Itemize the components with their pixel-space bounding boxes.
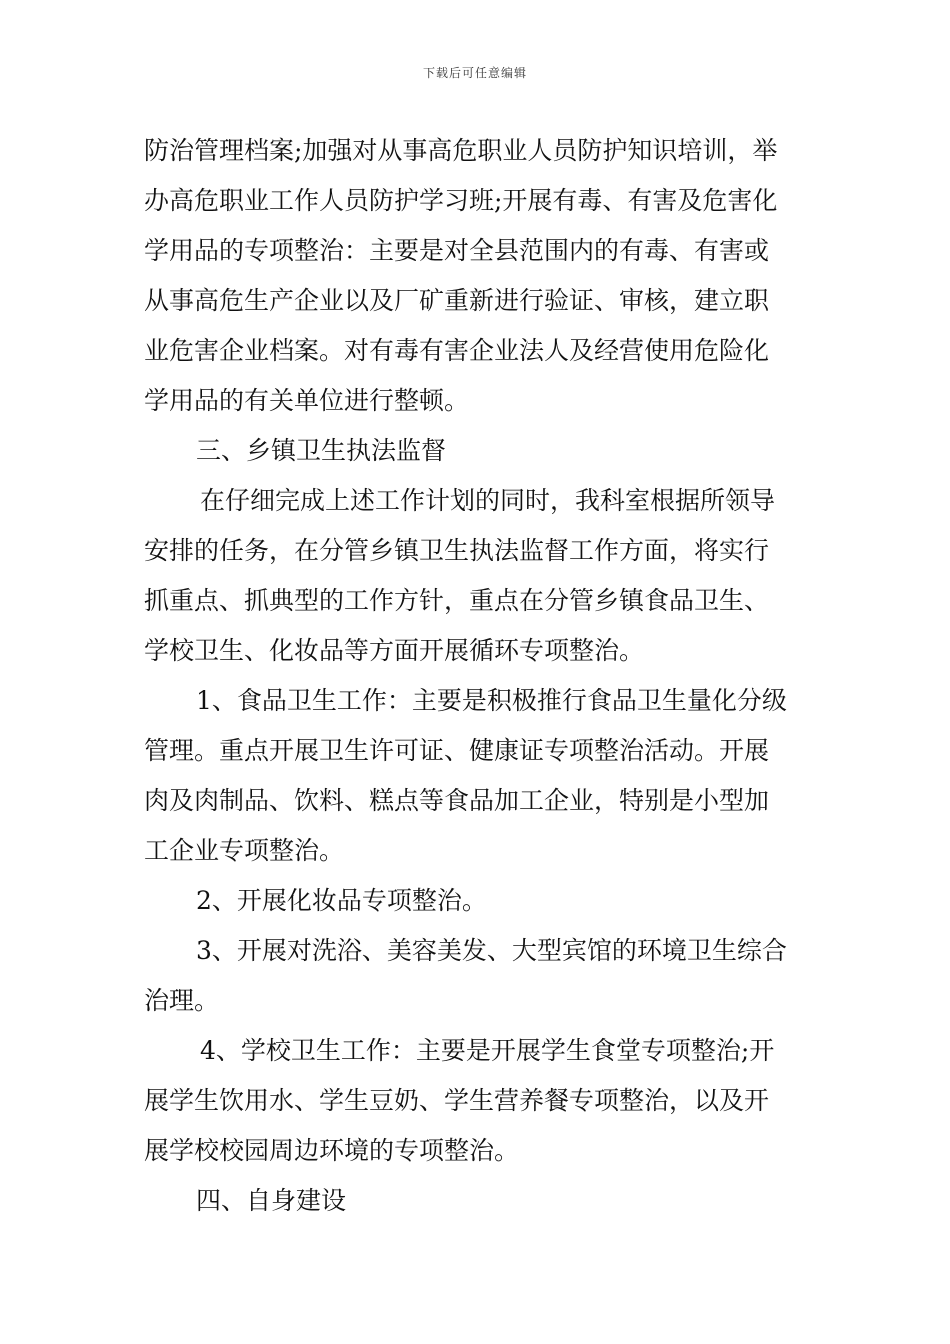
list-item: 2、开展化妆品专项整治。 [196, 886, 487, 915]
list-item: 4、学校卫生工作：主要是开展学生食堂专项整治;开 [200, 1036, 775, 1065]
text-line: 管理。重点开展卫生许可证、健康证专项整治活动。开展 [144, 736, 770, 765]
list-item: 1、食品卫生工作：主要是积极推行食品卫生量化分级 [196, 686, 787, 715]
text-line: 从事高危生产企业以及厂矿重新进行验证、审核，建立职 [144, 286, 770, 315]
text-line: 办高危职业工作人员防护学习班;开展有毒、有害及危害化 [144, 186, 778, 215]
text-line: 工企业专项整治。 [144, 836, 345, 865]
text-line: 学用品的有关单位进行整顿。 [144, 386, 470, 415]
text-line: 治理。 [144, 986, 220, 1015]
text-line: 安排的任务，在分管乡镇卫生执法监督工作方面，将实行 [144, 536, 770, 565]
text-line: 学用品的专项整治：主要是对全县范围内的有毒、有害或 [144, 236, 770, 265]
text-line: 在仔细完成上述工作计划的同时，我科室根据所领导 [200, 486, 776, 515]
text-line: 抓重点、抓典型的工作方针，重点在分管乡镇食品卫生、 [144, 586, 770, 615]
document-body [144, 126, 806, 1226]
page-header-note: 下载后可任意编辑 [422, 66, 527, 80]
text-line: 展学生饮用水、学生豆奶、学生营养餐专项整治，以及开 [144, 1086, 770, 1115]
section-heading: 四、自身建设 [196, 1186, 347, 1215]
text-line: 学校卫生、化妆品等方面开展循环专项整治。 [144, 636, 645, 665]
list-item: 3、开展对洗浴、美容美发、大型宾馆的环境卫生综合 [196, 936, 787, 965]
text-line: 业危害企业档案。对有毒有害企业法人及经营使用危险化 [144, 336, 770, 365]
text-line: 防治管理档案;加强对从事高危职业人员防护知识培训，举 [144, 136, 778, 165]
text-line: 肉及肉制品、饮料、糕点等食品加工企业，特别是小型加 [144, 786, 770, 815]
section-heading: 三、乡镇卫生执法监督 [196, 436, 447, 465]
text-line: 展学校校园周边环境的专项整治。 [144, 1136, 520, 1165]
